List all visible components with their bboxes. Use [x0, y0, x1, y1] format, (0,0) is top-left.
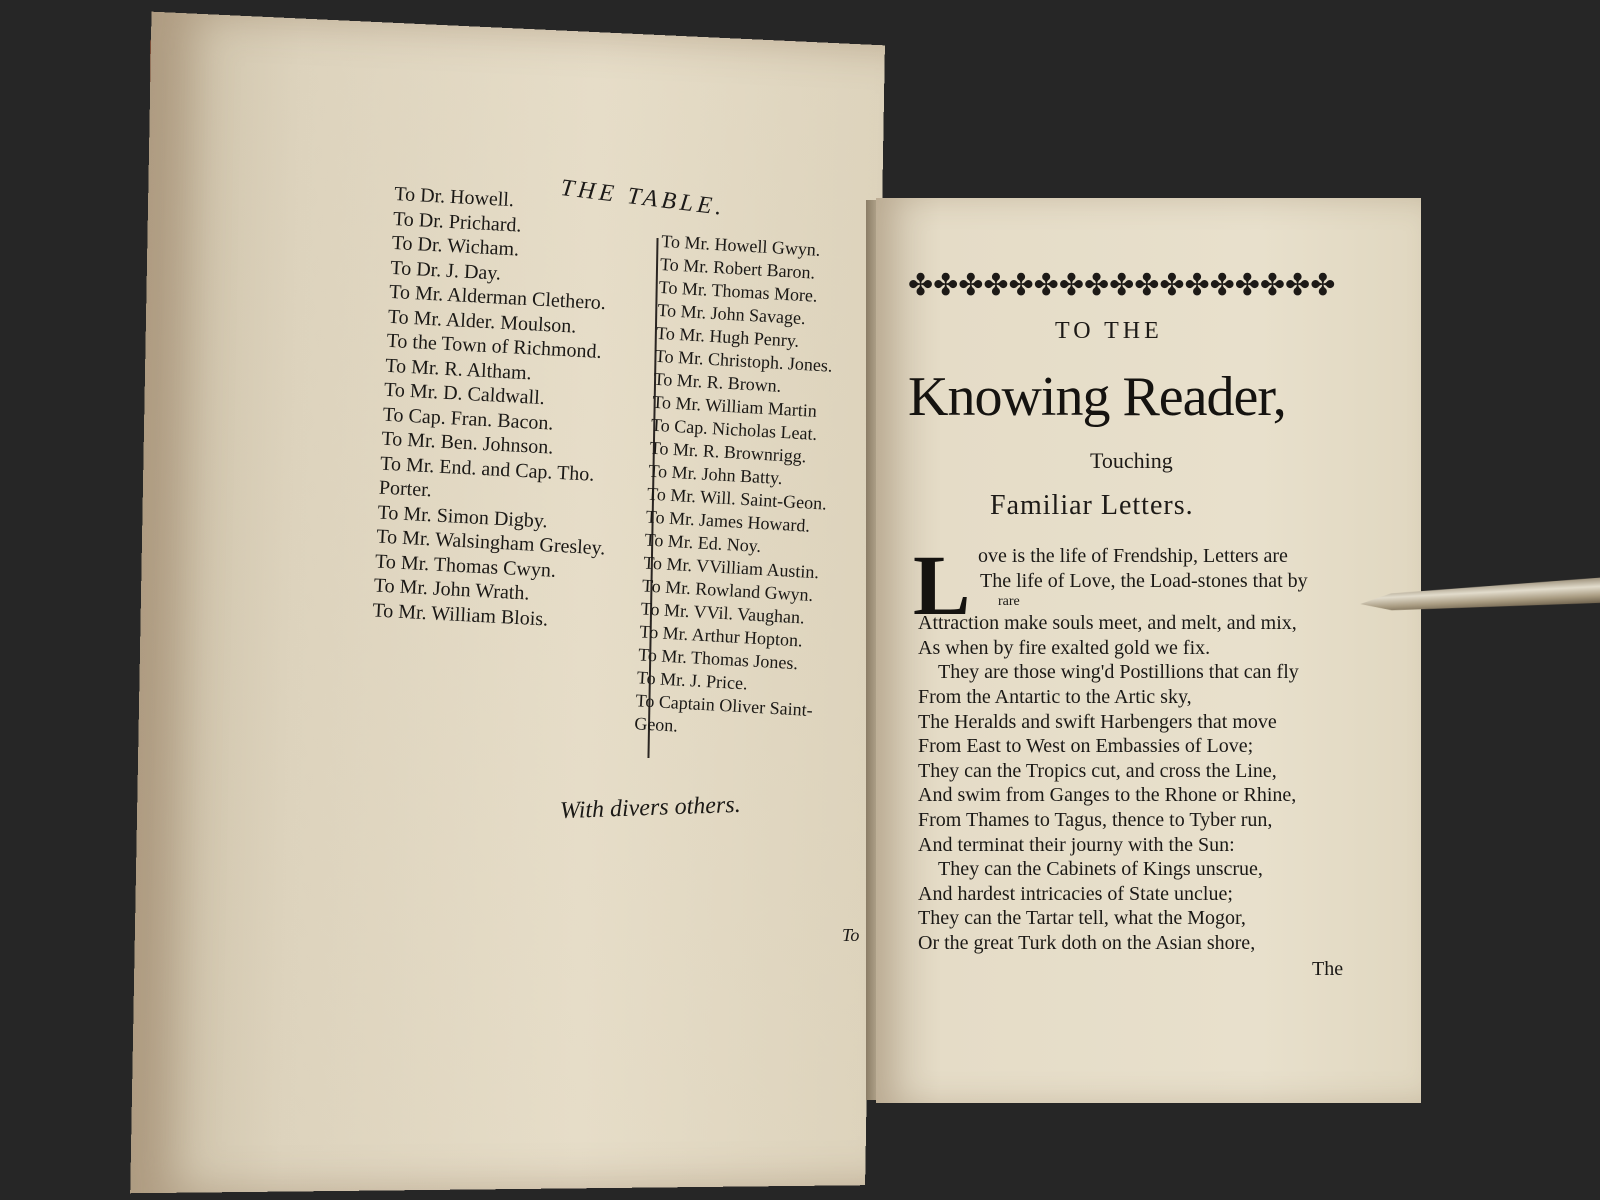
table-entry: To Mr. J. Price. — [636, 667, 749, 694]
poem-line: The life of Love, the Load-stones that by — [980, 569, 1308, 592]
page-title: Knowing Reader, — [908, 366, 1286, 428]
table-heading: THE TABLE. — [559, 174, 728, 222]
poem-line: They can the Tartar tell, what the Mogor, — [918, 907, 1246, 930]
table-entry: To Mr. Arthur Hopton. — [639, 621, 804, 651]
table-entry: To Mr. Thomas More. — [658, 276, 819, 306]
table-entry: To Mr. Thomas Cwyn. — [374, 549, 557, 582]
drop-capital: L — [913, 537, 971, 633]
table-entry: To Mr. VVil. Vaughan. — [640, 598, 806, 628]
table-entry: To Mr. Alderman Clethero. — [388, 280, 607, 315]
table-entry: To Mr. R. Brown. — [653, 368, 782, 396]
to-the-heading: TO THE — [1055, 318, 1163, 344]
table-entry: To Mr. Thomas Jones. — [637, 644, 799, 674]
table-entry: To Mr. Howell Gwyn. — [660, 230, 821, 260]
table-entry: To Captain Oliver Saint-Geon. — [633, 690, 814, 736]
poem-line: From the Antartic to the Artic sky, — [918, 685, 1192, 708]
table-entry: To Mr. Walsingham Gresley. — [375, 525, 606, 560]
table-entry: To Mr. VVilliam Austin. — [642, 552, 820, 583]
table-entry: To Mr. R. Altham. — [384, 354, 533, 384]
table-entry: To Mr. R. Brownrigg. — [649, 437, 807, 467]
poem-line: They can the Cabinets of Kings unscrue, — [938, 858, 1263, 881]
table-entry: To Mr. Ed. Noy. — [644, 529, 762, 557]
poem-line: ove is the life of Frendship, Letters are — [978, 545, 1288, 567]
table-footer: With divers others. — [559, 791, 742, 825]
poem-line: They can the Tropics cut, and cross the Line, — [918, 759, 1277, 782]
table-entry: To Mr. Will. Saint-Geon. — [646, 483, 828, 514]
table-column-b — [634, 230, 872, 747]
table-entry: To the Town of Richmond. — [386, 329, 603, 364]
table-entry: To Dr. Wicham. — [391, 231, 520, 261]
poem-line: The Heralds and swift Harbengers that move — [918, 710, 1277, 733]
poem-line: Attraction make souls meet, and melt, and mix, — [918, 612, 1297, 635]
table-entry: To Mr. Rowland Gwyn. — [641, 575, 814, 605]
poem-line: Or the great Turk doth on the Asian shore, — [918, 931, 1256, 954]
poem-line: And terminat their journy with the Sun: — [918, 833, 1235, 856]
table-entry: To Mr. D. Caldwall. — [383, 378, 546, 410]
table-entry: To Dr. Howell. — [393, 182, 515, 212]
table-entry: To Mr. Christoph. Jones. — [654, 345, 833, 376]
poem-line: From Thames to Tagus, thence to Tyber run, — [918, 808, 1273, 831]
table-entry: To Mr. John Savage. — [656, 299, 807, 329]
touching-label: Touching — [1090, 448, 1173, 473]
table-entry: To Mr. End. and Cap. Tho. Porter. — [378, 452, 595, 502]
ornament-band: ✤✤✤✤✤✤✤✤✤✤✤✤✤✤✤✤✤ — [908, 269, 1336, 302]
table-entry: To Mr. William Blois. — [371, 598, 549, 631]
poem-line: And hardest intricacies of State unclue; — [918, 882, 1233, 905]
poem-line: As when by fire exalted gold we fix. — [918, 636, 1211, 659]
page-subtitle: Familiar Letters. — [990, 490, 1194, 521]
table-entry: To Mr. Robert Baron. — [659, 253, 816, 283]
table-entry: To Cap. Fran. Bacon. — [382, 403, 554, 435]
table-entry: To Mr. James Howard. — [645, 506, 811, 536]
left-catchword: To — [842, 925, 860, 945]
table-entry: To Mr. John Wrath. — [373, 574, 530, 605]
poem-line: rare — [998, 594, 1020, 610]
table-entry: To Mr. William Martin — [651, 391, 818, 421]
poem-line: They are those wing'd Postillions that can fly — [938, 661, 1299, 684]
table-entry: To Cap. Nicholas Leat. — [650, 414, 818, 444]
table-entry: To Mr. Simon Digby. — [377, 501, 549, 532]
table-entry: To Mr. Ben. Johnson. — [380, 427, 554, 459]
table-entry: To Mr. Hugh Penry. — [655, 322, 800, 351]
poem-line: From East to West on Embassies of Love; — [918, 735, 1254, 758]
table-entry: To Mr. John Batty. — [647, 460, 783, 489]
right-catchword: The — [1312, 958, 1344, 980]
table-entry: To Dr. Prichard. — [392, 207, 523, 237]
table-column-a — [372, 182, 650, 636]
poem-text — [918, 544, 1328, 956]
table-entry: To Mr. Alder. Moulson. — [387, 305, 577, 338]
table-entry: To Dr. J. Day. — [389, 256, 502, 285]
poem-line: And swim from Ganges to the Rhone or Rhine, — [918, 784, 1297, 807]
